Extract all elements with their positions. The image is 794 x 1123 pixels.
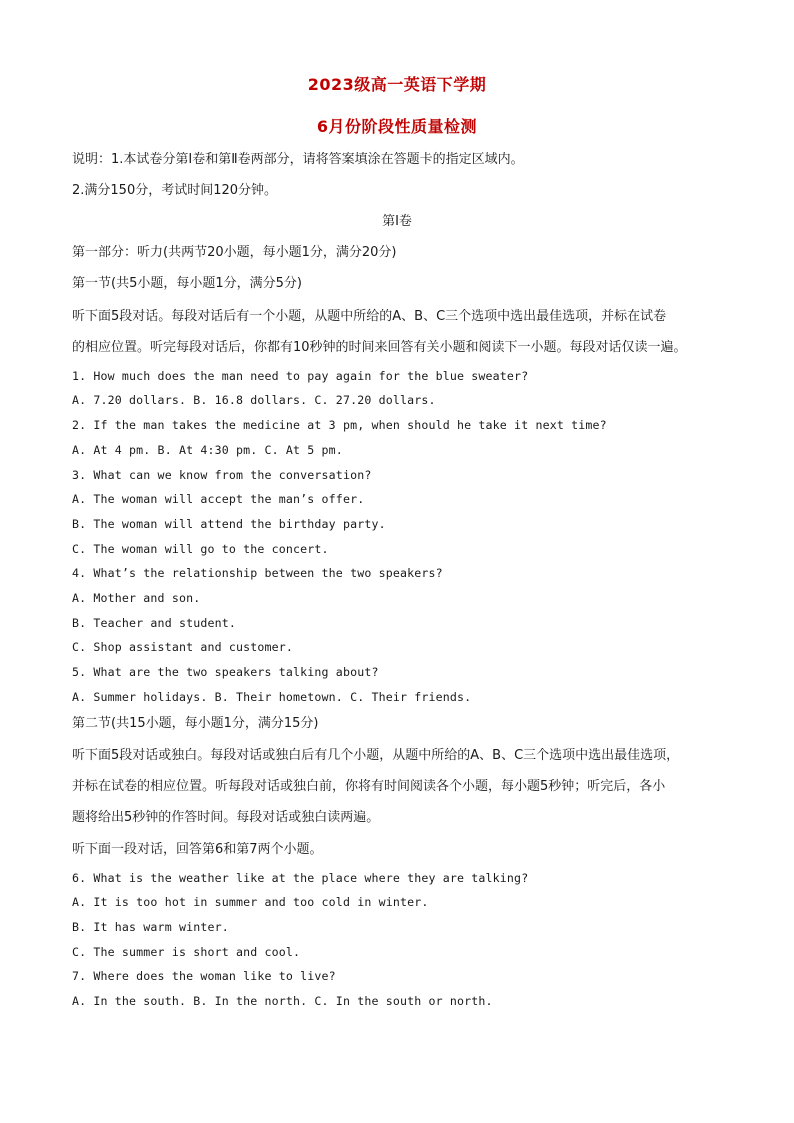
section1-instruction-line1: 听下面5段对话。每段对话后有一个小题，从题中所给的A、B、C三个选项中选出最佳选项，并标在试卷 (72, 309, 667, 324)
question-6-option-a: A. It is too hot in summer and too cold in winter. (72, 895, 429, 909)
question-7-options: A. In the south. B. In the north. C. In the south or north. (72, 994, 493, 1008)
question-7: 7. Where does the woman like to live? (72, 969, 336, 983)
section2-instruction-line1: 听下面5段对话或独白。每段对话或独白后有几个小题，从题中所给的A、B、C三个选项中选出最佳选项， (72, 748, 680, 763)
question-4-option-c: C. Shop assistant and customer. (72, 640, 294, 654)
note-2: 2.满分150分，考试时间120分钟。 (72, 183, 278, 198)
exam-title: 2023级高一英语下学期 (307, 75, 487, 94)
exam-subtitle: 6月份阶段性质量检测 (316, 117, 478, 136)
question-2-options: A. At 4 pm. B. At 4:30 pm. C. At 5 pm. (72, 443, 343, 457)
question-2: 2. If the man takes the medicine at 3 pm, when should he take it next time? (72, 418, 607, 432)
question-4: 4. What’s the relationship between the two speakers? (72, 566, 443, 580)
question-4-option-a: A. Mother and son. (72, 591, 201, 605)
section2-instruction-line2: 并标在试卷的相应位置。听每段对话或独白前，你将有时间阅读各个小题，每小题5秒钟；听完后，各小 (72, 779, 666, 794)
question-3: 3. What can we know from the conversation? (72, 468, 372, 482)
question-3-option-c: C. The woman will go to the concert. (72, 542, 329, 556)
question-3-option-b: B. The woman will attend the birthday party. (72, 517, 386, 531)
section1-heading: 第一节(共5小题，每小题1分，满分5分) (72, 276, 302, 291)
question-6-option-b: B. It has warm winter. (72, 920, 229, 934)
question-6: 6. What is the weather like at the place where they are talking? (72, 871, 529, 885)
question-6-option-c: C. The summer is short and cool. (72, 945, 301, 959)
question-3-option-a: A. The woman will accept the man’s offer. (72, 492, 365, 506)
question-5: 5. What are the two speakers talking about? (72, 665, 379, 679)
section2-heading: 第二节(共15小题，每小题1分，满分15分) (72, 716, 319, 731)
volume-label: 第Ⅰ卷 (382, 214, 412, 229)
section2-instruction-line3: 题将给出5秒钟的作答时间。每段对话或独白读两遍。 (72, 810, 380, 825)
question-1-options: A. 7.20 dollars. B. 16.8 dollars. C. 27.20 dollars. (72, 393, 436, 407)
question-4-option-b: B. Teacher and student. (72, 616, 236, 630)
section1-instruction-line2: 的相应位置。听完每段对话后，你都有10秒钟的时间来回答有关小题和阅读下一小题。每段对话仅读一遍。 (72, 340, 687, 355)
note-1: 说明：1.本试卷分第Ⅰ卷和第Ⅱ卷两部分，请将答案填涂在答题卡的指定区域内。 (72, 152, 524, 167)
part1-heading: 第一部分：听力(共两节20小题，每小题1分，满分20分) (72, 245, 397, 260)
dialogue-intro: 听下面一段对话，回答第6和第7两个小题。 (72, 842, 323, 857)
question-1: 1. How much does the man need to pay again for the blue sweater? (72, 369, 529, 383)
question-5-options: A. Summer holidays. B. Their hometown. C. Their friends. (72, 690, 472, 704)
